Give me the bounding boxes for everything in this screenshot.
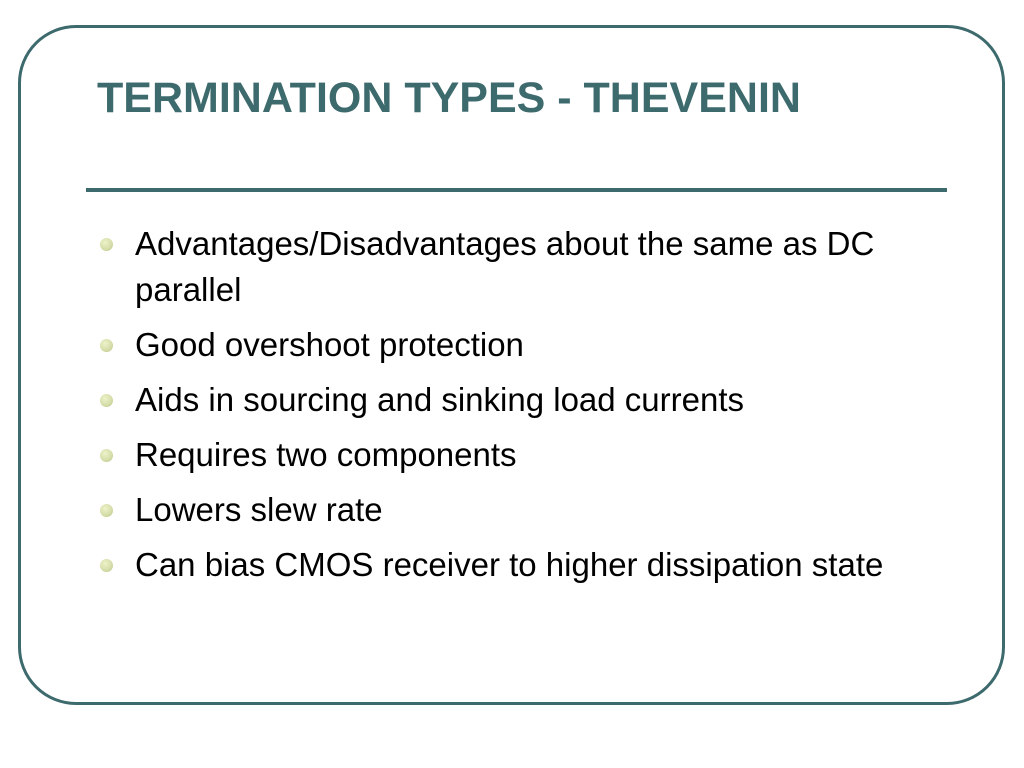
- title-divider: [86, 188, 947, 192]
- slide-title: TERMINATION TYPES - THEVENIN: [97, 74, 801, 122]
- bullet-item: [100, 542, 930, 588]
- bullet-item: [100, 377, 930, 423]
- bullet-dot-icon: [100, 504, 113, 517]
- bullet-text: Good overshoot protection: [135, 326, 524, 363]
- bullet-text: Advantages/Disadvantages about the same as DC parallel: [135, 225, 875, 308]
- bullet-text: Requires two components: [135, 436, 517, 473]
- bullet-dot-icon: [100, 559, 113, 572]
- bullet-item: [100, 487, 930, 533]
- bullet-dot-icon: [100, 238, 113, 251]
- bullet-item: [100, 322, 930, 368]
- bullet-dot-icon: [100, 394, 113, 407]
- bullet-item: [100, 221, 930, 313]
- bullet-dot-icon: [100, 339, 113, 352]
- bullet-list: [100, 221, 930, 597]
- bullet-item: [100, 432, 930, 478]
- bullet-text: Lowers slew rate: [135, 491, 383, 528]
- bullet-text: Can bias CMOS receiver to higher dissipation state: [135, 546, 884, 583]
- bullet-text: Aids in sourcing and sinking load currents: [135, 381, 745, 418]
- bullet-dot-icon: [100, 449, 113, 462]
